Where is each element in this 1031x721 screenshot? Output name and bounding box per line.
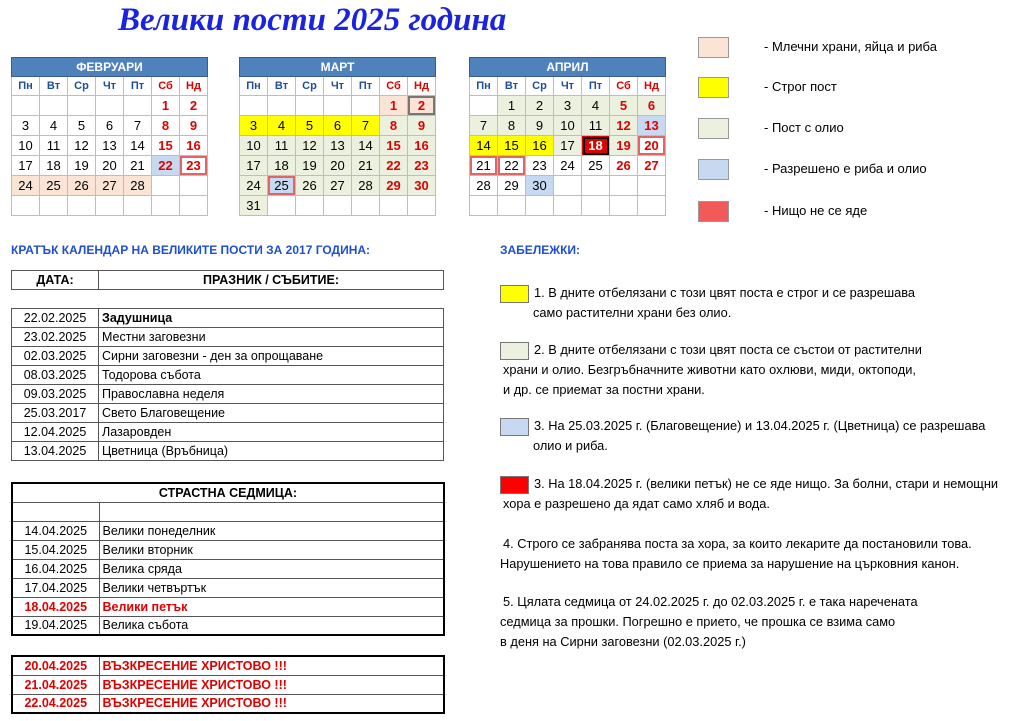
- event-name: ВЪЗКРЕСЕНИЕ ХРИСТОВО !!!: [99, 675, 444, 694]
- week-row: [470, 116, 666, 136]
- calendar-day: [470, 96, 498, 116]
- event-name: Сирни заговезни - ден за опрощаване: [99, 347, 444, 366]
- calendar-day: 22: [498, 156, 526, 176]
- table-row: [12, 366, 444, 385]
- calendar-day: [498, 196, 526, 216]
- calendar-day: 13: [96, 136, 124, 156]
- calendar-day: [408, 196, 436, 216]
- calendar-day: 3: [554, 96, 582, 116]
- event-name: Местни заговезни: [99, 328, 444, 347]
- calendar-day: 19: [296, 156, 324, 176]
- calendar-table: [239, 57, 436, 216]
- calendar-day: 21: [124, 156, 152, 176]
- calendar-day: 12: [296, 136, 324, 156]
- passion-week-table: [11, 482, 445, 636]
- note-swatch: [500, 476, 529, 494]
- calendar-day: 1: [498, 96, 526, 116]
- weekday-label: Чт: [96, 77, 124, 96]
- calendar-day: 8: [152, 116, 180, 136]
- weekday-label: Чт: [324, 77, 352, 96]
- calendar-day: 7: [124, 116, 152, 136]
- calendar-day: 20: [638, 136, 666, 156]
- weekday-label: Нд: [408, 77, 436, 96]
- weekday-label: Пт: [124, 77, 152, 96]
- calendar-day: 14: [352, 136, 380, 156]
- weekday-label: Пн: [470, 77, 498, 96]
- weekday-label: Сб: [610, 77, 638, 96]
- calendar-day: 6: [638, 96, 666, 116]
- calendar-day: 15: [152, 136, 180, 156]
- event-name: Велики петък: [99, 597, 444, 616]
- note-line: хора е разрешено да ядат само хляб и вода.: [503, 496, 770, 511]
- calendar-day: 4: [268, 116, 296, 136]
- weekday-label: Пт: [352, 77, 380, 96]
- event-name: Задушница: [99, 309, 444, 328]
- calendar-day: [554, 176, 582, 196]
- legend-label: - Строг пост: [764, 79, 837, 94]
- calendar-day: 10: [554, 116, 582, 136]
- month-name: АПРИЛ: [470, 58, 666, 77]
- calendar-day: [12, 196, 40, 216]
- month-name: ФЕВРУАРИ: [12, 58, 208, 77]
- weekday-label: Сб: [152, 77, 180, 96]
- month-header: [240, 58, 436, 77]
- note-line: 3. На 18.04.2025 г. (велики петък) не се яде нищо. За болни, стари и немощни: [500, 474, 998, 494]
- table-row: [12, 442, 444, 461]
- table-row: [12, 675, 444, 694]
- calendar-day: 6: [96, 116, 124, 136]
- event-name: ВЪЗКРЕСЕНИЕ ХРИСТОВО !!!: [99, 656, 444, 675]
- calendar-day: [610, 176, 638, 196]
- calendar-day: [240, 96, 268, 116]
- calendar-day: [638, 196, 666, 216]
- calendar-day: [554, 196, 582, 216]
- event-date: 17.04.2025: [12, 578, 99, 597]
- week-row: [240, 196, 436, 216]
- calendar-day: [68, 196, 96, 216]
- page-title: Велики пости 2025 година: [118, 2, 507, 38]
- calendar-day: 21: [352, 156, 380, 176]
- calendar-day: 2: [526, 96, 554, 116]
- table-row: [12, 616, 444, 635]
- calendar-day: 22: [380, 156, 408, 176]
- calendar-day: 26: [68, 176, 96, 196]
- easter-table: [11, 655, 445, 714]
- date-header: ДАТА:: [12, 271, 99, 290]
- calendar-month: [11, 57, 208, 216]
- legend-swatch: [698, 37, 729, 58]
- note-line: седмица за прошки. Погрешно е прието, че прошка се взима само: [500, 614, 896, 629]
- week-row: [470, 136, 666, 156]
- table-row: [12, 347, 444, 366]
- calendar-month: [469, 57, 666, 216]
- note-swatch: [500, 342, 529, 360]
- calendar-day: [40, 196, 68, 216]
- calendar-day: 5: [610, 96, 638, 116]
- passion-week-header: [12, 483, 444, 502]
- week-row: [470, 96, 666, 116]
- table-row: [12, 328, 444, 347]
- calendar-day: 29: [498, 176, 526, 196]
- calendar-day: 18: [582, 136, 610, 156]
- table-row: [12, 656, 444, 675]
- note-line: и др. се приемат за постни храни.: [503, 382, 705, 397]
- weekday-label: Пт: [582, 77, 610, 96]
- event-date: 20.04.2025: [12, 656, 99, 675]
- week-row: [240, 176, 436, 196]
- calendar-day: 13: [638, 116, 666, 136]
- calendar-day: [380, 196, 408, 216]
- weekday-label: Нд: [638, 77, 666, 96]
- calendar-day: [324, 96, 352, 116]
- note-line: храни и олио. Безгръбначните животни като охлюви, миди, октоподи,: [503, 362, 916, 377]
- calendar-day: 26: [296, 176, 324, 196]
- week-row: [470, 176, 666, 196]
- calendar-day: 28: [352, 176, 380, 196]
- legend-swatch: [698, 201, 729, 222]
- calendar-day: [96, 196, 124, 216]
- calendar-day: 11: [268, 136, 296, 156]
- weekday-row: [240, 77, 436, 96]
- calendar-day: 23: [408, 156, 436, 176]
- calendar-day: 13: [324, 136, 352, 156]
- calendar-day: 15: [380, 136, 408, 156]
- calendar-day: [268, 96, 296, 116]
- event-name: Велики понеделник: [99, 521, 444, 540]
- calendar-day: 24: [12, 176, 40, 196]
- calendar-day: [180, 196, 208, 216]
- calendar-day: 21: [470, 156, 498, 176]
- event-date: 09.03.2025: [12, 385, 99, 404]
- calendar-day: 23: [526, 156, 554, 176]
- calendar-day: [296, 196, 324, 216]
- calendar-day: 11: [582, 116, 610, 136]
- event-name: Велика събота: [99, 616, 444, 635]
- calendar-day: [352, 196, 380, 216]
- note-line: в деня на Сирни заговезни (02.03.2025 г.): [500, 634, 746, 649]
- week-row: [240, 156, 436, 176]
- weekday-label: Вт: [498, 77, 526, 96]
- note-item: [500, 340, 922, 400]
- calendar-day: 17: [240, 156, 268, 176]
- calendar-day: [582, 196, 610, 216]
- event-date: 23.02.2025: [12, 328, 99, 347]
- calendar-day: 27: [96, 176, 124, 196]
- calendar-day: 26: [610, 156, 638, 176]
- calendar-day: 28: [470, 176, 498, 196]
- calendar-day: 14: [124, 136, 152, 156]
- weekday-row: [470, 77, 666, 96]
- month-header: [470, 58, 666, 77]
- table-header-row: [12, 271, 444, 290]
- event-name: Велика сряда: [99, 559, 444, 578]
- event-date: 25.03.2017: [12, 404, 99, 423]
- calendar-day: [638, 176, 666, 196]
- table-row: [12, 597, 444, 616]
- calendar-day: 18: [40, 156, 68, 176]
- legend-label: - Млечни храни, яйца и риба: [764, 39, 937, 54]
- calendar-day: 10: [12, 136, 40, 156]
- calendar-day: 23: [180, 156, 208, 176]
- note-line: олио и риба.: [533, 438, 608, 453]
- table-row: [12, 578, 444, 597]
- event-name: Лазаровден: [99, 423, 444, 442]
- note-line: 1. В дните отбелязани с този цвят поста е строг и се разрешава: [500, 283, 915, 303]
- table-row: [12, 521, 444, 540]
- calendar-day: 17: [554, 136, 582, 156]
- spacer-row: [12, 502, 444, 521]
- weekday-label: Ср: [296, 77, 324, 96]
- event-name: Свето Благовещение: [99, 404, 444, 423]
- calendar-day: 12: [68, 136, 96, 156]
- calendar-day: 12: [610, 116, 638, 136]
- week-row: [240, 116, 436, 136]
- weekday-label: Чт: [554, 77, 582, 96]
- calendar-day: 9: [526, 116, 554, 136]
- table-row: [12, 559, 444, 578]
- calendar-day: [610, 196, 638, 216]
- calendar-day: 3: [240, 116, 268, 136]
- calendar-day: 18: [268, 156, 296, 176]
- calendar-day: [12, 96, 40, 116]
- calendar-day: 20: [96, 156, 124, 176]
- event-date: 18.04.2025: [12, 597, 99, 616]
- calendar-day: 30: [526, 176, 554, 196]
- calendar-day: [152, 176, 180, 196]
- table-row: [12, 694, 444, 713]
- calendar-day: 5: [296, 116, 324, 136]
- calendar-day: [40, 96, 68, 116]
- calendar-day: [582, 176, 610, 196]
- event-name: ВЪЗКРЕСЕНИЕ ХРИСТОВО !!!: [99, 694, 444, 713]
- calendar-day: 25: [582, 156, 610, 176]
- calendar-day: [180, 176, 208, 196]
- month-header: [12, 58, 208, 77]
- note-line: само растителни храни без олио.: [533, 305, 732, 320]
- event-date: 02.03.2025: [12, 347, 99, 366]
- note-item: [500, 474, 998, 514]
- week-row: [12, 176, 208, 196]
- calendar-day: 30: [408, 176, 436, 196]
- event-name: Цветница (Връбница): [99, 442, 444, 461]
- events-table: [11, 270, 444, 461]
- calendar-day: 3: [12, 116, 40, 136]
- note-line: 5. Цялата седмица от 24.02.2025 г. до 02.03.2025 г. е така наречената: [503, 594, 918, 609]
- calendar-day: [470, 196, 498, 216]
- event-date: 21.04.2025: [12, 675, 99, 694]
- calendar-day: [124, 96, 152, 116]
- calendar-day: 14: [470, 136, 498, 156]
- calendar-day: 9: [180, 116, 208, 136]
- calendar-day: 27: [324, 176, 352, 196]
- weekday-label: Ср: [526, 77, 554, 96]
- calendar-day: 9: [408, 116, 436, 136]
- calendar-day: 8: [498, 116, 526, 136]
- event-header: ПРАЗНИК / СЪБИТИЕ:: [99, 271, 444, 290]
- calendar-day: 25: [268, 176, 296, 196]
- calendar-day: 17: [12, 156, 40, 176]
- weekday-label: Сб: [380, 77, 408, 96]
- note-line: 3. На 25.03.2025 г. (Благовещение) и 13.04.2025 г. (Цветница) се разрешава: [500, 416, 985, 436]
- calendar-day: 11: [40, 136, 68, 156]
- calendar-day: 22: [152, 156, 180, 176]
- event-name: Велики четвъртък: [99, 578, 444, 597]
- event-date: 16.04.2025: [12, 559, 99, 578]
- note-item: [500, 416, 985, 456]
- event-name: Велики вторник: [99, 540, 444, 559]
- calendar-day: [124, 196, 152, 216]
- calendar-day: 16: [180, 136, 208, 156]
- calendar-day: 27: [638, 156, 666, 176]
- calendar-day: [352, 96, 380, 116]
- calendar-day: 28: [124, 176, 152, 196]
- legend-label: - Нищо не се яде: [764, 203, 868, 218]
- calendar-day: 7: [352, 116, 380, 136]
- calendar-day: [296, 96, 324, 116]
- calendar-day: 6: [324, 116, 352, 136]
- legend-label: - Пост с олио: [764, 120, 844, 135]
- note-line: 2. В дните отбелязани с този цвят поста се състои от растителни: [500, 340, 922, 360]
- calendar-table: [11, 57, 208, 216]
- calendar-day: 31: [240, 196, 268, 216]
- notes-title: ЗАБЕЛЕЖКИ:: [500, 243, 581, 257]
- table-row: [12, 404, 444, 423]
- calendar-day: 16: [526, 136, 554, 156]
- weekday-label: Пн: [12, 77, 40, 96]
- short-calendar-title: КРАТЪК КАЛЕНДАР НА ВЕЛИКИТЕ ПОСТИ ЗА 2017 ГОДИНА:: [11, 243, 371, 257]
- event-date: 22.02.2025: [12, 309, 99, 328]
- table-row: [12, 385, 444, 404]
- note-swatch: [500, 285, 529, 303]
- week-row: [470, 196, 666, 216]
- legend-swatch: [698, 118, 729, 139]
- note-line: 4. Строго се забранява поста за хора, за които лекарите да постановили това.: [503, 536, 972, 551]
- table-row: [12, 309, 444, 328]
- note-item: [500, 592, 918, 652]
- month-name: МАРТ: [240, 58, 436, 77]
- calendar-day: 8: [380, 116, 408, 136]
- week-row: [12, 136, 208, 156]
- calendar-day: [68, 96, 96, 116]
- event-name: Православна неделя: [99, 385, 444, 404]
- event-date: 22.04.2025: [12, 694, 99, 713]
- calendar-day: 1: [152, 96, 180, 116]
- note-item: [500, 534, 972, 574]
- calendar-day: 19: [68, 156, 96, 176]
- event-date: 13.04.2025: [12, 442, 99, 461]
- calendar-day: 19: [610, 136, 638, 156]
- legend-swatch: [698, 159, 729, 180]
- calendar-day: 7: [470, 116, 498, 136]
- event-date: 08.03.2025: [12, 366, 99, 385]
- event-date: 19.04.2025: [12, 616, 99, 635]
- week-row: [12, 116, 208, 136]
- note-item: [500, 283, 915, 323]
- calendar-day: 15: [498, 136, 526, 156]
- calendar-day: 24: [240, 176, 268, 196]
- calendar-day: [152, 196, 180, 216]
- calendar-day: 1: [380, 96, 408, 116]
- weekday-label: Вт: [268, 77, 296, 96]
- calendar-day: 29: [380, 176, 408, 196]
- calendar-day: 2: [180, 96, 208, 116]
- calendar-day: [324, 196, 352, 216]
- calendar-table: [469, 57, 666, 216]
- calendar-day: [268, 196, 296, 216]
- event-name: Тодорова събота: [99, 366, 444, 385]
- event-date: 15.04.2025: [12, 540, 99, 559]
- calendar-day: 25: [40, 176, 68, 196]
- calendar-day: 20: [324, 156, 352, 176]
- event-date: 12.04.2025: [12, 423, 99, 442]
- week-row: [12, 96, 208, 116]
- calendar-day: 10: [240, 136, 268, 156]
- calendar-day: 5: [68, 116, 96, 136]
- calendar-day: [526, 196, 554, 216]
- event-date: 14.04.2025: [12, 521, 99, 540]
- week-row: [12, 156, 208, 176]
- note-swatch: [500, 418, 529, 436]
- weekday-label: Нд: [180, 77, 208, 96]
- weekday-row: [12, 77, 208, 96]
- table-row: [12, 423, 444, 442]
- note-line: Нарушението на това правило се приема за нарушение на църковния канон.: [500, 556, 960, 571]
- passion-week-title: СТРАСТНА СЕДМИЦА:: [12, 483, 444, 502]
- week-row: [12, 196, 208, 216]
- calendar-month: [239, 57, 436, 216]
- week-row: [240, 136, 436, 156]
- legend-label: - Разрешено е риба и олио: [764, 161, 927, 176]
- calendar-day: 4: [582, 96, 610, 116]
- calendar-day: 16: [408, 136, 436, 156]
- weekday-label: Пн: [240, 77, 268, 96]
- week-row: [240, 96, 436, 116]
- calendar-day: 24: [554, 156, 582, 176]
- legend-swatch: [698, 77, 729, 98]
- spacer-row: [12, 290, 444, 309]
- week-row: [470, 156, 666, 176]
- weekday-label: Ср: [68, 77, 96, 96]
- table-row: [12, 540, 444, 559]
- calendar-day: 4: [40, 116, 68, 136]
- weekday-label: Вт: [40, 77, 68, 96]
- calendar-day: [96, 96, 124, 116]
- calendar-day: 2: [408, 96, 436, 116]
